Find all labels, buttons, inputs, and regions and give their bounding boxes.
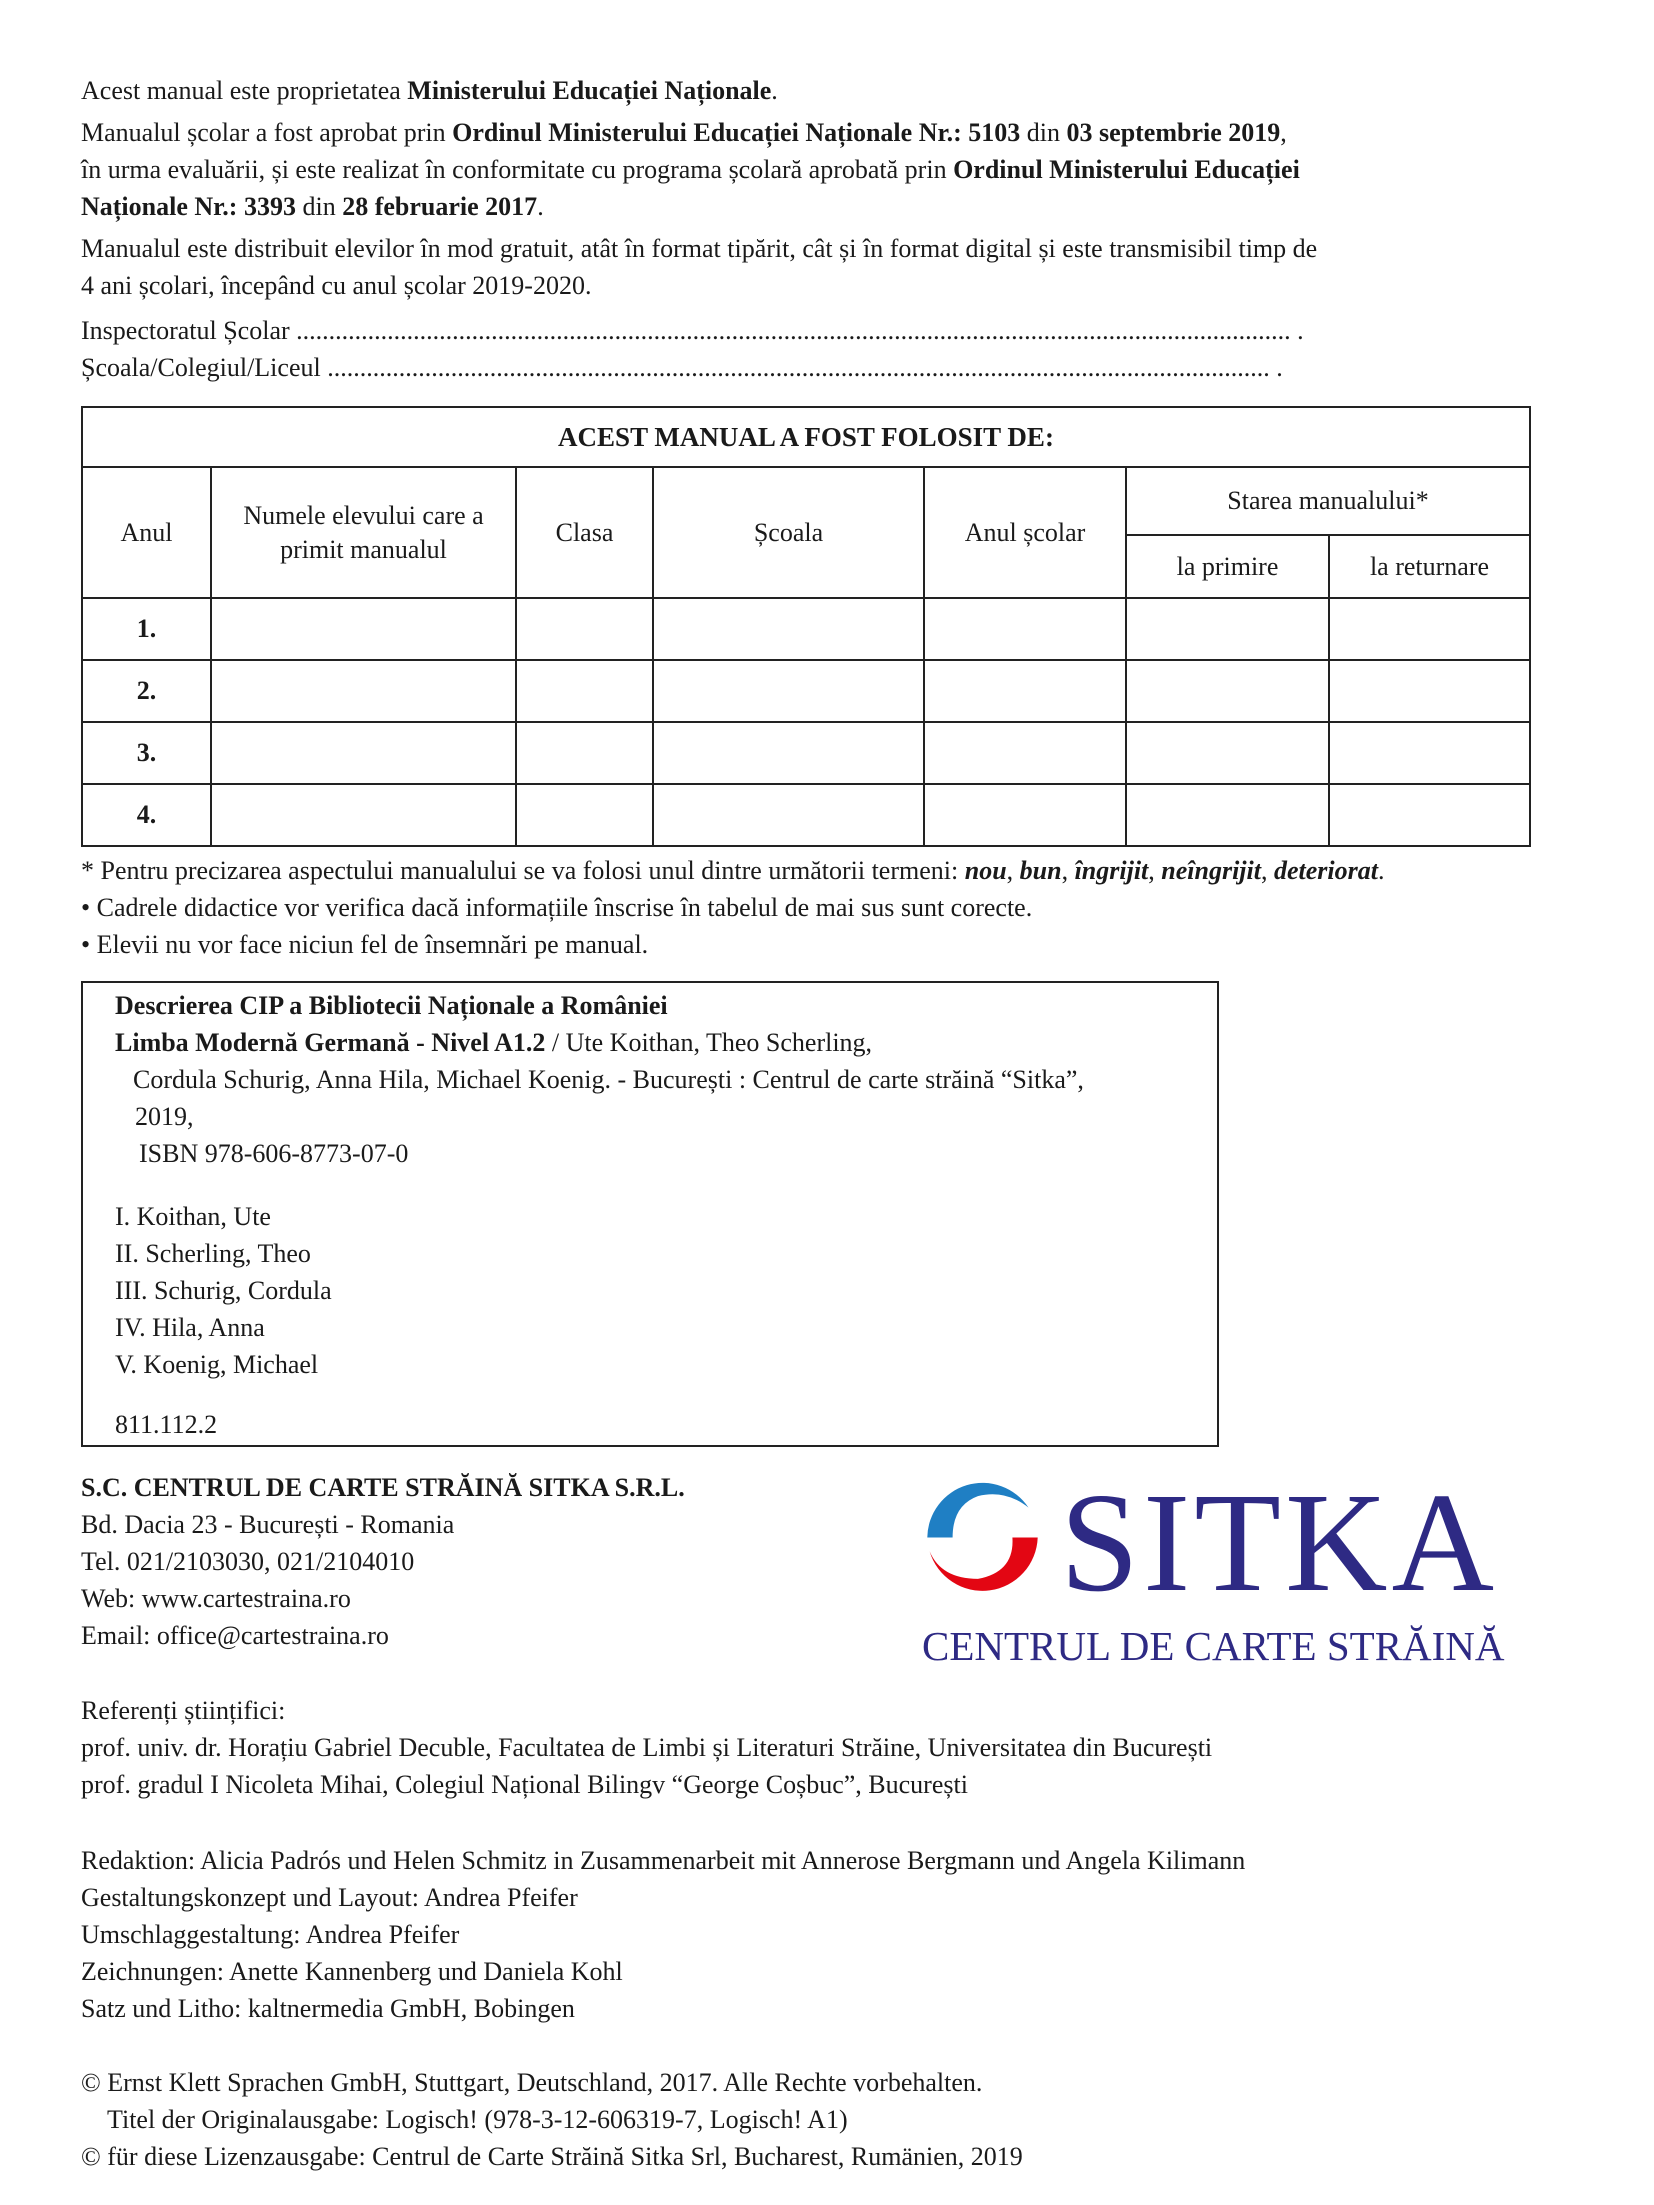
- logo-subtitle: CENTRUL DE CARTE STRĂINĂ: [922, 1623, 1505, 1669]
- referee-2: prof. gradul I Nicoleta Mihai, Colegiul Național Bilingv “George Coșbuc”, București: [81, 1770, 968, 1799]
- cip-title: Descrierea CIP a Bibliotecii Naționale a României: [115, 991, 668, 1020]
- cip-index-3: III. Schurig, Cordula: [115, 1276, 332, 1305]
- condition-note: * Pentru precizarea aspectului manualului se va folosi unul dintre următorii termeni: nou, bun, îngrijit, neîngrijit, deteriorat.: [81, 856, 1385, 885]
- original-title: Titel der Originalausgabe: Logisch! (978-3-12-606319-7, Logisch! A1): [107, 2105, 848, 2134]
- ownership-line: Acest manual este proprietatea Ministerului Educației Naționale.: [81, 76, 778, 105]
- publisher: [81, 1469, 685, 1654]
- referees-title: Referenți științifici:: [81, 1696, 286, 1725]
- cip-box: [81, 981, 1219, 1447]
- teacher-note: • Cadrele didactice vor verifica dacă informațiile înscrise în tabelul de mai sus sunt corecte.: [81, 893, 1033, 922]
- cip-index-2: II. Scherling, Theo: [115, 1239, 311, 1268]
- publisher-tel: Tel. 021/2103030, 021/2104010: [81, 1547, 415, 1576]
- publisher-name: S.C. CENTRUL DE CARTE STRĂINĂ SITKA S.R.L.: [81, 1473, 685, 1502]
- publisher-web[interactable]: Web: www.cartestraina.ro: [81, 1584, 351, 1613]
- cip-authors: Cordula Schurig, Anna Hila, Michael Koenig. - București : Centrul de carte străină “Sitka”,: [133, 1065, 1084, 1094]
- credit-line: Redaktion: Alicia Padrós und Helen Schmitz in Zusammenarbeit mit Annerose Bergmann und Angela Kilimann: [81, 1846, 1246, 1875]
- notes: [81, 852, 1384, 963]
- credit-line: Gestaltungskonzept und Layout: Andrea Pfeifer: [81, 1883, 578, 1912]
- distribution-line-2: 4 ani școlari, începând cu anul școlar 2019-2020.: [81, 271, 592, 300]
- header-on-receipt: la primire: [1126, 535, 1329, 598]
- header-school-year: Anul școlar: [924, 467, 1126, 598]
- publisher-email[interactable]: Email: office@cartestraina.ro: [81, 1621, 389, 1650]
- header-year: Anul: [82, 467, 211, 598]
- cip-book: Limba Modernă Germană - Nivel A1.2 / Ute Koithan, Theo Scherling,: [115, 1028, 873, 1057]
- sitka-swoosh-icon: [925, 1480, 1040, 1595]
- cip-code: 811.112.2: [115, 1410, 218, 1439]
- student-note: • Elevii nu vor face niciun fel de însemnări pe manual.: [81, 930, 649, 959]
- cip-index-1: I. Koithan, Ute: [115, 1202, 271, 1231]
- copyright: [81, 2064, 1023, 2175]
- cip-year: 2019,: [135, 1102, 194, 1131]
- table-row: 4.: [82, 784, 1530, 846]
- cip-index-4: IV. Hila, Anna: [115, 1313, 265, 1342]
- header-on-return: la returnare: [1329, 535, 1530, 598]
- table-row: 3.: [82, 722, 1530, 784]
- credit-line: Zeichnungen: Anette Kannenberg und Daniela Kohl: [81, 1957, 623, 1986]
- sitka-logo: [920, 1463, 1520, 1670]
- publisher-address: Bd. Dacia 23 - București - Romania: [81, 1510, 455, 1539]
- credit-line: Umschlaggestaltung: Andrea Pfeifer: [81, 1920, 460, 1949]
- header-class: Clasa: [516, 467, 653, 598]
- table-row: 2.: [82, 660, 1530, 722]
- approval-line-2: în urma evaluării, și este realizat în conformitate cu programa școlară aprobată prin Ordinul Ministerului Educației: [81, 155, 1300, 184]
- credits: [81, 1842, 1245, 2027]
- table-row: 1.: [82, 598, 1530, 660]
- table-title: ACEST MANUAL A FOST FOLOSIT DE:: [82, 407, 1530, 467]
- header-condition: Starea manualului*: [1126, 467, 1530, 535]
- school-field: Școala/Colegiul/Liceul ................................................................................................................................................. .: [81, 353, 1283, 382]
- license-line: © für diese Lizenzausgabe: Centrul de Carte Străină Sitka Srl, Bucharest, Rumänien, 2019: [81, 2142, 1023, 2171]
- referees: [81, 1692, 1212, 1803]
- approval-line-3: Naționale Nr.: 3393 din 28 februarie 2017.: [81, 192, 544, 221]
- intro: [81, 72, 1317, 386]
- cip-index-5: V. Koenig, Michael: [115, 1350, 319, 1379]
- inspectorate-field: Inspectoratul Școlar ......................................................................................................................................................... .: [81, 316, 1304, 345]
- logo-wordmark: SITKA: [1060, 1463, 1499, 1621]
- cip-isbn: ISBN 978-606-8773-07-0: [139, 1139, 409, 1168]
- usage-table: [81, 406, 1531, 847]
- header-school: Școala: [653, 467, 924, 598]
- referee-1: prof. univ. dr. Horațiu Gabriel Decuble, Facultatea de Limbi și Literaturi Străine, Universitatea din București: [81, 1733, 1213, 1762]
- distribution-line: Manualul este distribuit elevilor în mod gratuit, atât în format tipărit, cât și în format digital și este transmisibil timp de: [81, 234, 1318, 263]
- header-student-name: Numele elevului care a primit manualul: [211, 467, 516, 598]
- copyright-line: © Ernst Klett Sprachen GmbH, Stuttgart, Deutschland, 2017. Alle Rechte vorbehalten.: [81, 2068, 983, 2097]
- credit-line: Satz und Litho: kaltnermedia GmbH, Bobingen: [81, 1994, 575, 2023]
- approval-line: Manualul școlar a fost aprobat prin Ordinul Ministerului Educației Naționale Nr.: 5103 din 03 septembrie 2019,: [81, 118, 1287, 147]
